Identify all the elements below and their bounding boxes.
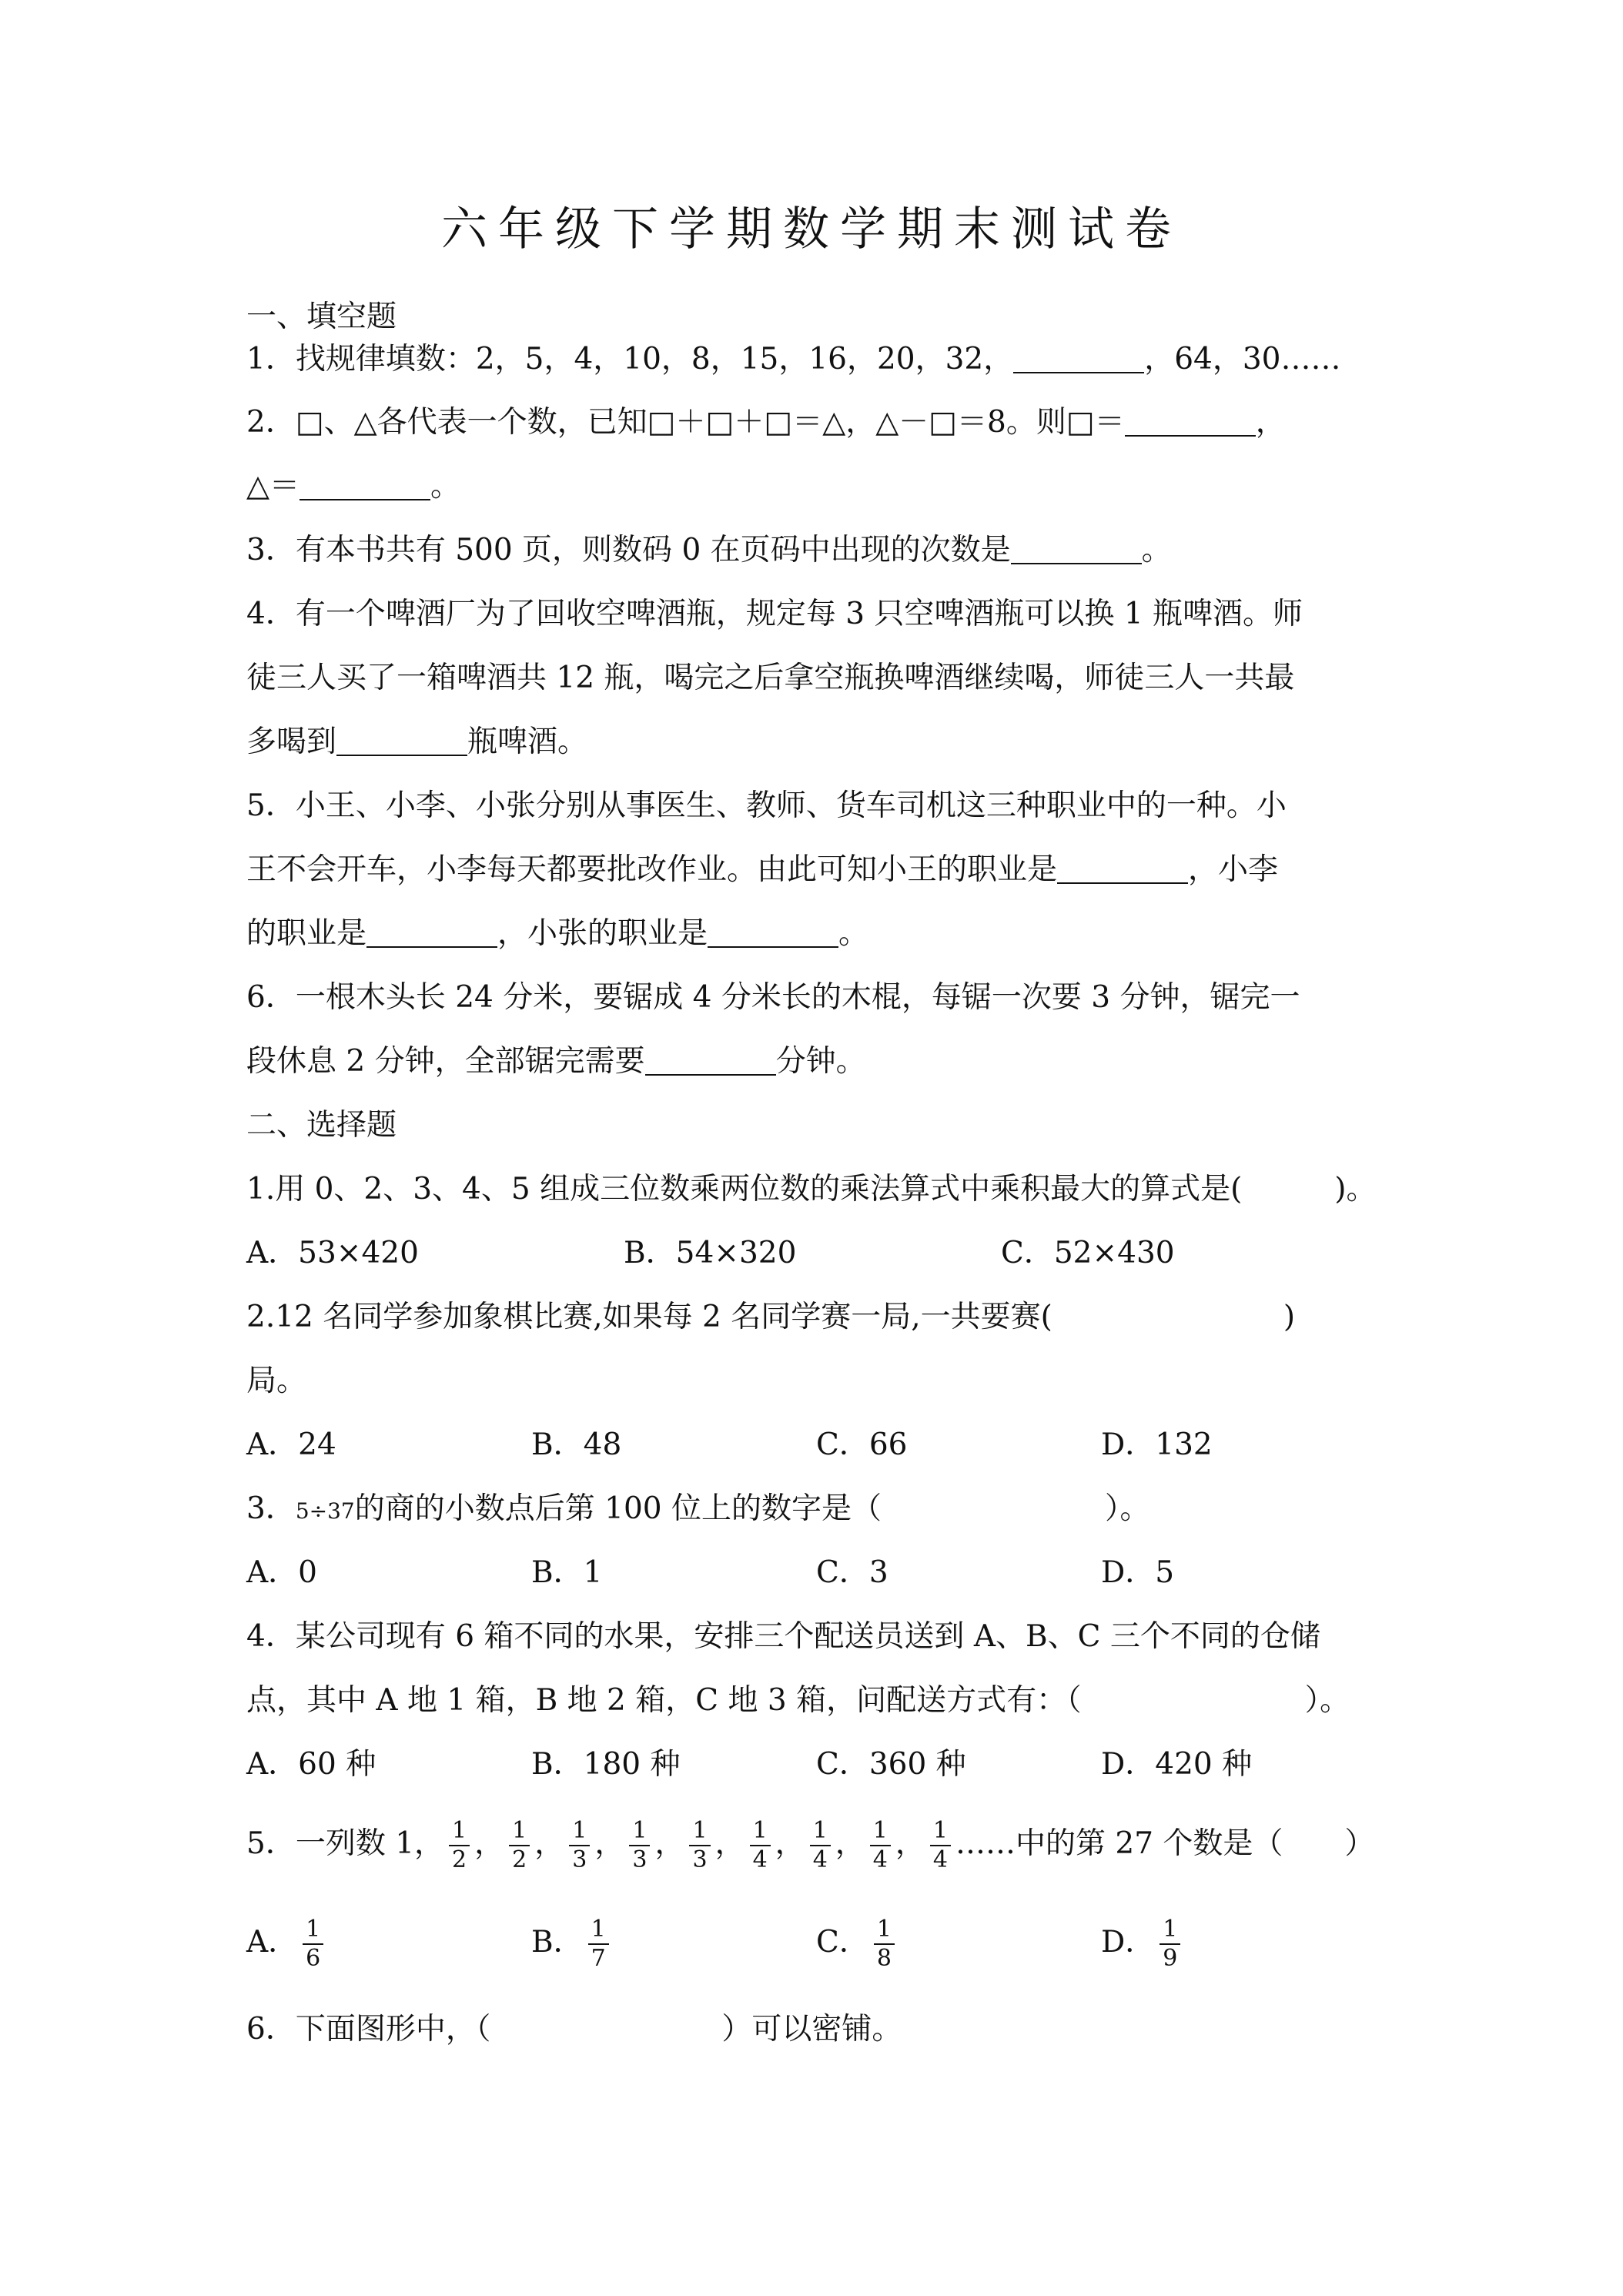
answer-blank[interactable] (1013, 341, 1144, 373)
s2-q4-line2-tail: ）。 (1304, 1683, 1350, 1718)
fraction (689, 1817, 710, 1874)
s1-q1-tail: ，64，30…… (1144, 342, 1341, 377)
s1-q2-line2-tail: 。 (430, 469, 461, 504)
denominator: 7 (591, 1945, 606, 1972)
s1-q6-line1: 6．一根木头长 24 分米，要锯成 4 分米长的木棍，每锯一次要 3 分钟，锯完一 (246, 980, 1300, 1015)
option-a[interactable]: A．60 种 (246, 1747, 376, 1782)
option-b[interactable] (531, 1908, 614, 1977)
answer-blank[interactable] (1125, 404, 1256, 437)
denominator: 3 (692, 1846, 708, 1873)
numerator: 1 (588, 1916, 609, 1945)
fraction (303, 1916, 323, 1973)
fraction (629, 1817, 650, 1874)
s2-q5-options (246, 1908, 1386, 1977)
s1-q2-line1-tail: ， (1255, 405, 1286, 440)
answer-blank[interactable] (366, 915, 497, 948)
s2-q5-suffix: ……中的第 27 个数是（ (955, 1826, 1283, 1861)
option-c-label: C． (816, 1925, 869, 1960)
s2-q6-tail: ）可以密铺。 (721, 2012, 902, 2047)
s1-question-5-cont (246, 848, 1386, 892)
denominator: 3 (572, 1846, 587, 1873)
option-c[interactable]: C．52×430 (1001, 1236, 1175, 1270)
s2-question-1 (246, 1167, 1386, 1212)
numerator: 1 (449, 1817, 470, 1846)
option-a[interactable]: A．0 (246, 1555, 317, 1590)
s2-question-6 (246, 2007, 1386, 2052)
denominator: 2 (452, 1846, 467, 1873)
denominator: 4 (932, 1846, 948, 1873)
s2-q4-line2: 点，其中 A 地 1 箱，B 地 2 箱，C 地 3 箱，问配送方式有：（ (246, 1683, 1082, 1718)
denominator: 9 (1163, 1945, 1178, 1972)
fraction (750, 1817, 771, 1874)
answer-blank[interactable] (1011, 532, 1142, 564)
separator: ， (895, 1826, 925, 1861)
s1-q5-line3-tail: 。 (838, 916, 869, 951)
denominator: 4 (812, 1846, 828, 1873)
s2-q1-text: 1.用 0、2、3、4、5 组成三位数乘两位数的乘法算式中乘积最大的算式是( (246, 1172, 1243, 1207)
fraction (1160, 1916, 1180, 1973)
s1-q5-line1: 5．小王、小李、小张分别从事医生、教师、货车司机这三种职业中的一种。小 (246, 788, 1287, 823)
fraction (588, 1916, 609, 1973)
numerator: 1 (569, 1817, 590, 1846)
page-title: 六年级下学期数学期末测试卷 (441, 202, 1182, 256)
denominator: 6 (306, 1945, 321, 1972)
answer-blank[interactable] (645, 1043, 776, 1076)
numerator: 1 (629, 1817, 650, 1846)
s1-q3-text: 3．有本书共有 500 页，则数码 0 在页码中出现的次数是 (246, 533, 1011, 567)
s2-q3-text: 的商的小数点后第 100 位上的数字是（ (354, 1491, 882, 1526)
option-b[interactable]: B．48 (531, 1427, 622, 1462)
fraction (870, 1817, 891, 1874)
s2-q3-tail: ）。 (1104, 1491, 1150, 1526)
s1-question-1 (246, 337, 1386, 382)
s1-question-6-cont (246, 1039, 1386, 1084)
answer-blank[interactable] (708, 915, 838, 948)
option-d[interactable]: D．5 (1101, 1555, 1175, 1590)
s1-q1-text: 1．找规律填数：2，5，4，10，8，15，16，20，32， (246, 342, 1014, 377)
s2-q5-tail: ） (1344, 1826, 1375, 1861)
numerator: 1 (810, 1817, 831, 1846)
s2-question-4-cont (246, 1678, 1386, 1723)
separator: ， (714, 1826, 745, 1861)
s1-q6-line2-tail: 分钟。 (775, 1044, 866, 1079)
s2-q6-text: 6．下面图形中，（ (246, 2012, 491, 2047)
option-c[interactable]: C．3 (816, 1555, 888, 1590)
fraction (569, 1817, 590, 1874)
option-a[interactable]: A．24 (246, 1427, 336, 1462)
numerator: 1 (870, 1817, 891, 1846)
s2-question-2 (246, 1295, 1386, 1340)
s2-question-5 (246, 1809, 1386, 1879)
s2-q5-prefix: 5．一列数 1， (246, 1826, 445, 1861)
fraction (874, 1916, 895, 1973)
numerator: 1 (930, 1817, 951, 1846)
numerator: 1 (689, 1817, 710, 1846)
numerator: 1 (874, 1916, 895, 1945)
s1-q4-line3-tail: 瓶啤酒。 (467, 725, 588, 759)
s2-q4-line1: 4．某公司现有 6 箱不同的水果，安排三个配送员送到 A、B、C 三个不同的仓储 (246, 1619, 1320, 1654)
answer-blank[interactable] (300, 468, 430, 500)
s1-q5-line3: 的职业是 (246, 916, 367, 951)
numerator: 1 (509, 1817, 530, 1846)
answer-blank[interactable] (1057, 852, 1188, 884)
s2-q3-prefix: 3． (246, 1491, 296, 1526)
s2-q2-tail: ) (1283, 1300, 1296, 1334)
s2-q2-line2: 局。 (246, 1364, 307, 1398)
fraction (810, 1817, 831, 1874)
option-a[interactable]: A．53×420 (246, 1236, 419, 1270)
section1-heading: 一、填空题 (246, 300, 397, 334)
option-c[interactable]: C．66 (816, 1427, 908, 1462)
numerator: 1 (303, 1916, 323, 1945)
option-d-label: D． (1101, 1925, 1156, 1960)
s1-q5-line3-mid: ，小张的职业是 (497, 916, 708, 951)
s1-question-5-cont2 (246, 912, 1386, 956)
option-b[interactable]: B．54×320 (624, 1236, 797, 1270)
s1-q5-line2: 王不会开车，小李每天都要批改作业。由此可知小王的职业是 (246, 852, 1058, 887)
separator: ， (775, 1826, 805, 1861)
option-d[interactable]: D．420 种 (1101, 1747, 1253, 1782)
s2-q2-text: 2.12 名同学参加象棋比赛,如果每 2 名同学赛一局,一共要赛( (246, 1300, 1052, 1334)
separator: ， (474, 1826, 505, 1861)
separator: ， (835, 1826, 865, 1861)
option-c[interactable] (816, 1908, 899, 1977)
s1-question-4-cont (246, 720, 1386, 765)
s1-q6-line2: 段休息 2 分钟，全部锯完需要 (246, 1044, 645, 1079)
s1-q2-line1: 2．□、△各代表一个数，已知□＋□＋□＝△，△－□＝8。则□＝ (246, 405, 1125, 440)
option-d[interactable]: D．132 (1101, 1427, 1213, 1462)
s1-q5-line2-tail: ，小李 (1188, 852, 1279, 887)
answer-blank[interactable] (336, 724, 467, 756)
s2-q1-tail: )。 (1334, 1172, 1377, 1207)
separator: ， (594, 1826, 625, 1861)
numerator: 1 (1160, 1916, 1180, 1945)
denominator: 4 (752, 1846, 768, 1873)
denominator: 8 (876, 1945, 892, 1972)
option-b-label: B． (531, 1925, 584, 1960)
section2-heading: 二、选择题 (246, 1108, 397, 1143)
fraction-sequence (444, 1817, 955, 1873)
option-d[interactable] (1101, 1908, 1185, 1977)
s1-q2-line2: △＝ (246, 469, 300, 504)
s1-q4-line1: 4．有一个啤酒厂为了回收空啤酒瓶，规定每 3 只空啤酒瓶可以换 1 瓶啤酒。师 (246, 597, 1303, 631)
numerator: 1 (750, 1817, 771, 1846)
option-a[interactable] (246, 1908, 328, 1977)
s1-q4-line3: 多喝到 (246, 725, 337, 759)
s1-question-2-cont (246, 464, 1386, 509)
s1-q3-tail: 。 (1141, 533, 1172, 567)
separator: ， (654, 1826, 685, 1861)
s2-question-3 (246, 1487, 1386, 1534)
option-b[interactable]: B．180 种 (531, 1747, 681, 1782)
option-c[interactable]: C．360 种 (816, 1747, 966, 1782)
denominator: 4 (872, 1846, 888, 1873)
s2-q3-expression: 5÷37 (295, 1498, 355, 1524)
denominator: 2 (512, 1846, 527, 1873)
option-a-label: A． (246, 1925, 299, 1960)
fraction (509, 1817, 530, 1874)
option-b[interactable]: B．1 (531, 1555, 603, 1590)
s1-q4-line2: 徒三人买了一箱啤酒共 12 瓶，喝完之后拿空瓶换啤酒继续喝，师徒三人一共最 (246, 661, 1295, 695)
fraction (930, 1817, 951, 1874)
separator: ， (534, 1826, 565, 1861)
denominator: 3 (632, 1846, 648, 1873)
s1-question-3 (246, 528, 1386, 573)
s1-question-2 (246, 400, 1386, 445)
fraction (449, 1817, 470, 1874)
